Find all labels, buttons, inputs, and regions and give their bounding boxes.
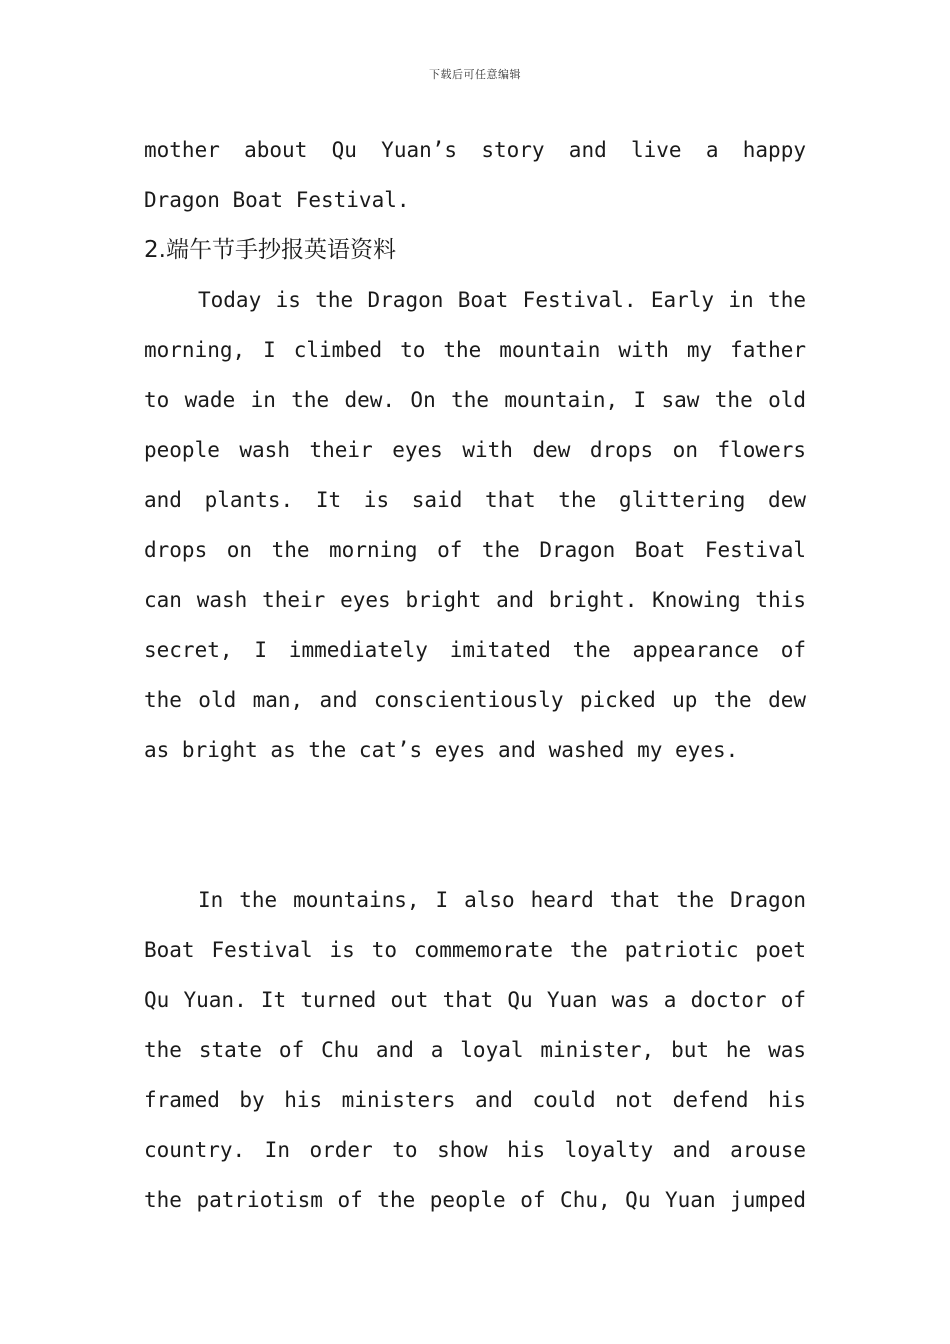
paragraph-line: the old man, and conscientiously picked up the dew	[144, 688, 806, 712]
paragraph-line: the state of Chu and a loyal minister, but he was	[144, 1038, 806, 1062]
paragraph-line: and plants. It is said that the glittering dew	[144, 488, 806, 512]
paragraph-gap	[144, 775, 806, 875]
paragraph-line: drops on the morning of the Dragon Boat Festival	[144, 538, 806, 562]
section-heading: 2.端午节手抄报英语资料	[144, 237, 396, 263]
paragraph-line: can wash their eyes bright and bright. Knowing this	[144, 588, 806, 612]
document-body	[144, 125, 806, 1225]
paragraph-line: as bright as the cat’s eyes and washed my eyes.	[144, 738, 739, 762]
paragraph-line: Boat Festival is to commemorate the patriotic poet	[144, 938, 806, 962]
paragraph-2	[144, 875, 806, 1225]
paragraph-line: the patriotism of the people of Chu, Qu Yuan jumped	[144, 1188, 806, 1212]
paragraph-line: to wade in the dew. On the mountain, I saw the old	[144, 388, 806, 412]
paragraph-line: In the mountains, I also heard that the Dragon	[198, 888, 806, 912]
paragraph-line: secret, I immediately imitated the appearance of	[144, 638, 806, 662]
page-header: 下载后可任意编辑	[429, 68, 521, 81]
paragraph-line: morning, I climbed to the mountain with my father	[144, 338, 806, 362]
intro-line: Dragon Boat Festival.	[144, 188, 410, 212]
paragraph-line: country. In order to show his loyalty and arouse	[144, 1138, 806, 1162]
paragraph-1	[144, 275, 806, 775]
paragraph-line: framed by his ministers and could not defend his	[144, 1088, 806, 1112]
intro-line: mother about Qu Yuan’s story and live a happy	[144, 138, 806, 162]
paragraph-line: Today is the Dragon Boat Festival. Early in the	[198, 288, 806, 312]
paragraph-line: Qu Yuan. It turned out that Qu Yuan was a doctor of	[144, 988, 806, 1012]
paragraph-line: people wash their eyes with dew drops on flowers	[144, 438, 806, 462]
